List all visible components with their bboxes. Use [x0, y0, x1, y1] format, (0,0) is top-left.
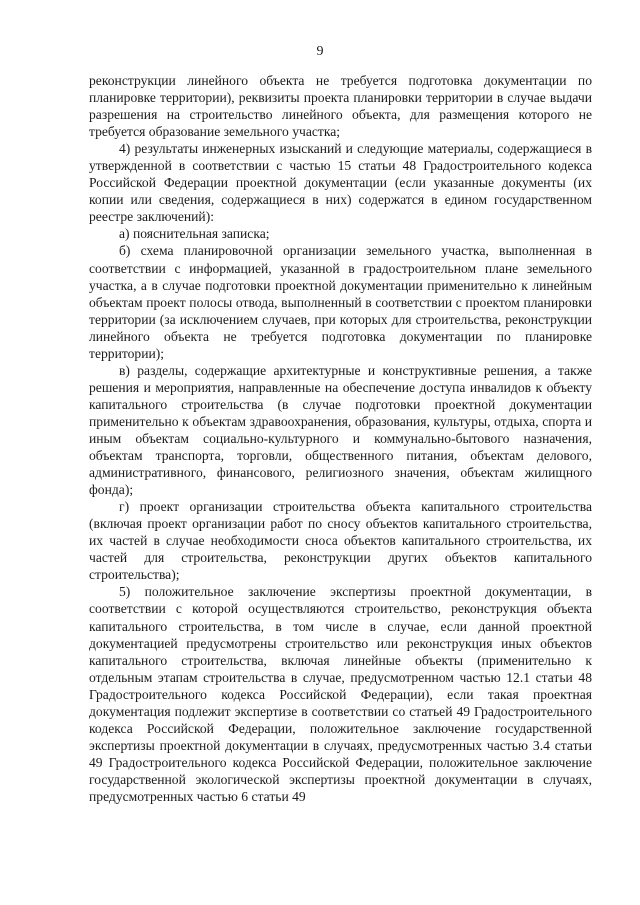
- paragraph-item-5: 5) положительное заключение экспертизы проектной документации, в соответствии с которой осуществляются строительство, реконструкция объекта капитального строительства, в том числе в случае, если данной проектной документацией предусмотрены строительство или реконструкция иных объектов капитального строительства, включая линейные объекты (применительно к отдельным этапам строительства в случае, предусмотренном частью 12.1 статьи 48 Градостроительного кодекса Российской Федерации), если такая проектная документация подлежит экспертизе в соответствии со статьей 49 Градостроительного кодекса Российской Федерации, положительное заключение государственной экспертизы проектной документации в случаях, предусмотренных частью 3.4 статьи 49 Градостроительного кодекса Российской Федерации, положительное заключение государственной экологической экспертизы проектной документации в случаях, предусмотренных частью 6 статьи 49: [89, 584, 592, 804]
- document-body: [89, 72, 592, 805]
- paragraph-item-4b: б) схема планировочной организации земельного участка, выполненная в соответствии с информацией, указанной в градостроительном плане земельного участка, а в случае подготовки проектной документации применительно к линейным объектам проект полосы отвода, выполненный в соответствии с проектом планировки территории (за исключением случаев, при которых для строительства, реконструкции линейного объекта не требуется подготовка документации по планировке территории);: [89, 243, 592, 361]
- paragraph-continuation: реконструкции линейного объекта не требуется подготовка документации по планировке территории), реквизиты проекта планировки территории в случае выдачи разрешения на строительство линейного объекта, для размещения которого не требуется образование земельного участка;: [89, 73, 592, 140]
- paragraph-item-4a: а) пояснительная записка;: [119, 226, 270, 242]
- paragraph-item-4g: г) проект организации строительства объекта капитального строительства (включая проект организации работ по сносу объектов капитального строительства, их частей в случае необходимости сноса объектов капитального строительства, их частей для строительства, реконструкции других объектов капитального строительства);: [89, 499, 592, 583]
- page-number: 9: [316, 44, 324, 59]
- paragraph-item-4: 4) результаты инженерных изысканий и следующие материалы, содержащиеся в утвержденной в соответствии с частью 15 статьи 48 Градостроительного кодекса Российской Федерации проектной документации (если указанные документы (их копии или сведения, содержащиеся в них) содержатся в едином государственном реестре заключений):: [89, 141, 592, 225]
- paragraph-item-4v: в) разделы, содержащие архитектурные и конструктивные решения, а также решения и мероприятия, направленные на обеспечение доступа инвалидов к объекту капитального строительства (в случае подготовки проектной документации применительно к объектам здравоохранения, образования, культуры, отдыха, спорта и иным объектам социально-культурного и коммунально-бытового назначения, объектам транспорта, торговли, общественного питания, объектам делового, административного, финансового, религиозного значения, объектам жилищного фонда);: [89, 362, 592, 498]
